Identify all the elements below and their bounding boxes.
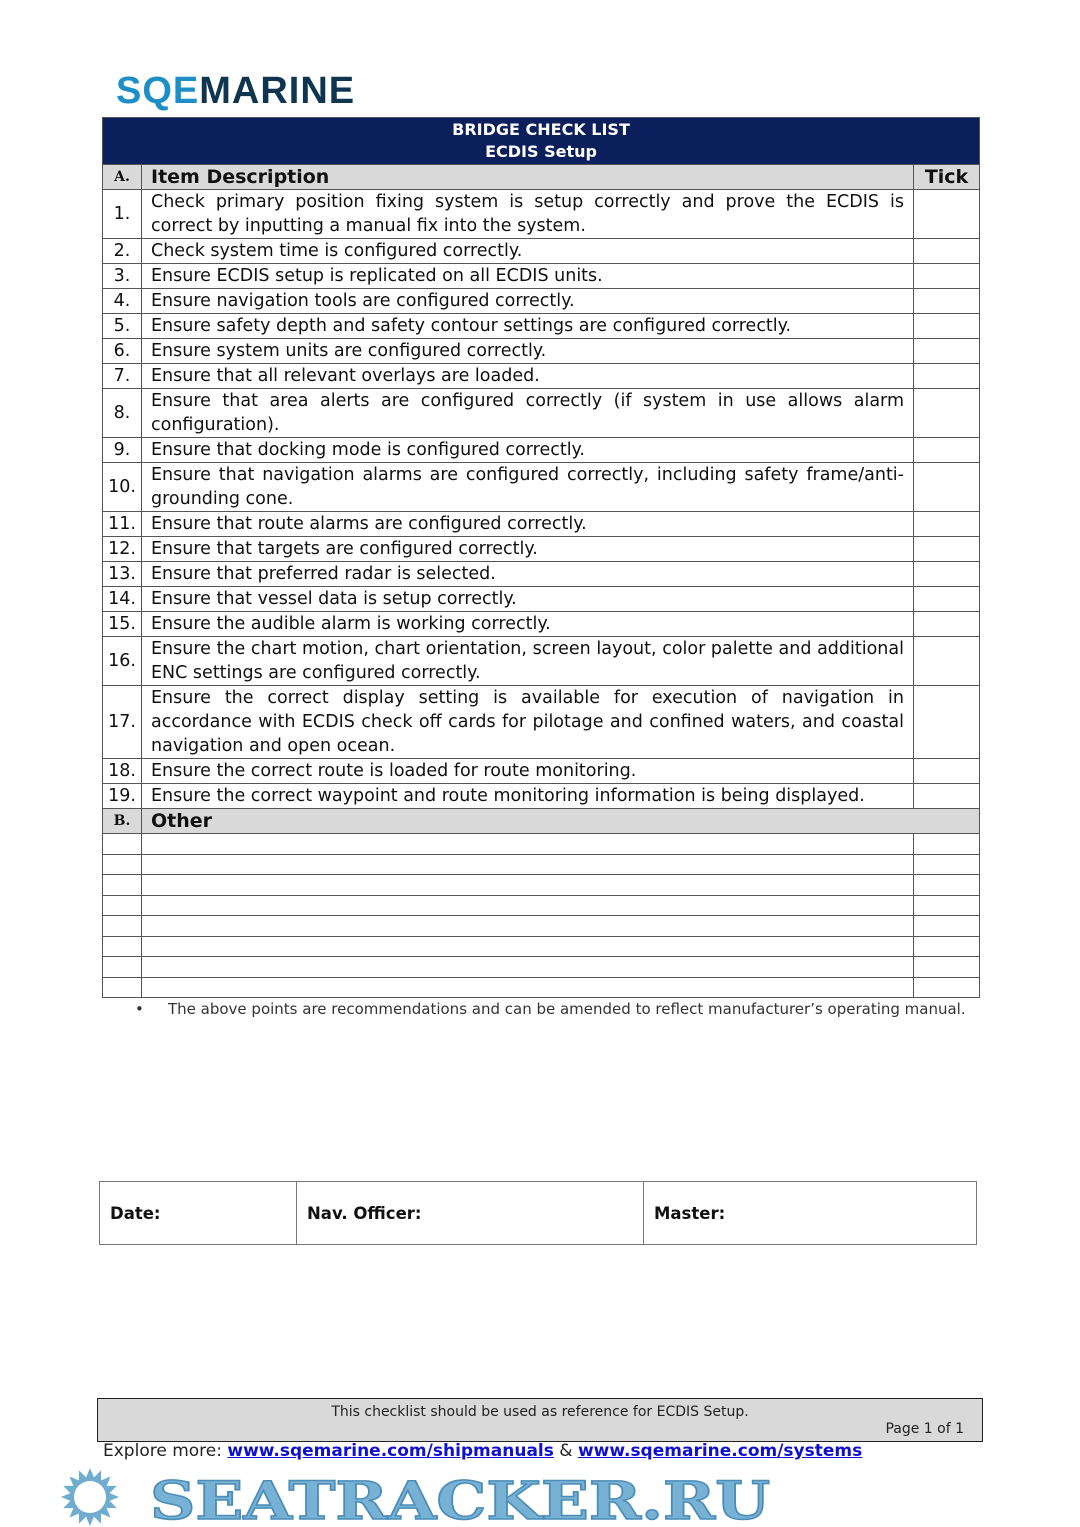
table-row xyxy=(103,637,980,686)
empty-row xyxy=(103,957,980,978)
table-row xyxy=(103,686,980,759)
empty-row xyxy=(103,977,980,998)
other-item-cell[interactable] xyxy=(142,854,914,875)
tick-cell[interactable] xyxy=(914,562,980,587)
tick-cell[interactable] xyxy=(914,686,980,759)
tick-cell[interactable] xyxy=(914,314,980,339)
table-row xyxy=(103,239,980,264)
other-item-cell[interactable] xyxy=(142,834,914,855)
item-description: Ensure system units are configured correctly. xyxy=(142,339,914,364)
item-number: 12. xyxy=(103,537,142,562)
item-description: Ensure the correct waypoint and route monitoring information is being displayed. xyxy=(142,784,914,809)
item-description: Ensure that navigation alarms are configured correctly, including safety frame/anti-grounding cone. xyxy=(142,463,914,512)
item-description: Ensure the correct display setting is available for execution of navigation in accordance with ECDIS check off cards for pilotage and confined waters, and coastal navigation and open ocean. xyxy=(142,686,914,759)
table-row xyxy=(103,612,980,637)
item-number: 18. xyxy=(103,759,142,784)
item-number: 2. xyxy=(103,239,142,264)
tick-cell[interactable] xyxy=(914,854,980,875)
item-description: Ensure the audible alarm is working correctly. xyxy=(142,612,914,637)
checklist-block xyxy=(102,117,979,1018)
item-description: Ensure that targets are configured correctly. xyxy=(142,537,914,562)
item-number: 10. xyxy=(103,463,142,512)
item-number: 19. xyxy=(103,784,142,809)
tick-cell[interactable] xyxy=(914,190,980,239)
item-number: 17. xyxy=(103,686,142,759)
item-number: 9. xyxy=(103,438,142,463)
table-row xyxy=(103,190,980,239)
item-description: Check system time is configured correctly. xyxy=(142,239,914,264)
checklist-subtitle: ECDIS Setup xyxy=(485,142,597,161)
explore-line: Explore more: www.sqemarine.com/shipmanuals & www.sqemarine.com/systems xyxy=(103,1441,863,1461)
empty-row xyxy=(103,854,980,875)
table-row xyxy=(103,463,980,512)
tick-cell[interactable] xyxy=(914,289,980,314)
empty-row xyxy=(103,834,980,855)
table-row xyxy=(103,587,980,612)
other-item-cell[interactable] xyxy=(142,916,914,937)
tick-cell[interactable] xyxy=(914,364,980,389)
tick-cell[interactable] xyxy=(914,784,980,809)
page-number: Page 1 of 1 xyxy=(885,1421,964,1437)
footer-box: This checklist should be used as reference for ECDIS Setup. Page 1 of 1 xyxy=(97,1398,983,1442)
item-number: 6. xyxy=(103,339,142,364)
tick-cell[interactable] xyxy=(914,875,980,896)
item-number: 15. xyxy=(103,612,142,637)
table-row xyxy=(103,364,980,389)
empty-row xyxy=(103,936,980,957)
item-number: 14. xyxy=(103,587,142,612)
tick-cell[interactable] xyxy=(914,834,980,855)
table-row xyxy=(103,289,980,314)
bullet-icon: • xyxy=(135,1000,144,1018)
table-row xyxy=(103,438,980,463)
item-description: Ensure that all relevant overlays are loaded. xyxy=(142,364,914,389)
checklist-title: BRIDGE CHECK LIST xyxy=(452,120,630,139)
item-number: 5. xyxy=(103,314,142,339)
systems-link[interactable]: www.sqemarine.com/systems xyxy=(577,1441,863,1461)
note: • The above points are recommendations and can be amended to reflect manufacturer’s operating manual. xyxy=(135,1000,966,1018)
item-number: 7. xyxy=(103,364,142,389)
other-item-cell[interactable] xyxy=(142,875,914,896)
item-description: Ensure the chart motion, chart orientation, screen layout, color palette and additional ENC settings are configured correctly. xyxy=(142,637,914,686)
table-row xyxy=(103,512,980,537)
table-row xyxy=(103,339,980,364)
sun-center xyxy=(74,1481,106,1513)
date-field[interactable]: Date: xyxy=(100,1182,297,1245)
item-number: 3. xyxy=(103,264,142,289)
tick-cell[interactable] xyxy=(914,612,980,637)
other-item-cell[interactable] xyxy=(142,957,914,978)
table-row xyxy=(103,537,980,562)
tick-cell[interactable] xyxy=(914,587,980,612)
master-field[interactable]: Master: xyxy=(644,1182,977,1245)
item-description: Ensure navigation tools are configured correctly. xyxy=(142,289,914,314)
tick-cell[interactable] xyxy=(914,239,980,264)
table-row xyxy=(103,784,980,809)
other-item-cell[interactable] xyxy=(142,977,914,998)
section-a-header: A. Item Description Tick xyxy=(103,165,980,190)
item-description: Ensure safety depth and safety contour settings are configured correctly. xyxy=(142,314,914,339)
tick-cell[interactable] xyxy=(914,916,980,937)
nav-officer-field[interactable]: Nav. Officer: xyxy=(297,1182,644,1245)
item-description: Check primary position fixing system is setup correctly and prove the ECDIS is correct by inputting a manual fix into the system. xyxy=(142,190,914,239)
item-description: Ensure the correct route is loaded for route monitoring. xyxy=(142,759,914,784)
tick-cell[interactable] xyxy=(914,463,980,512)
tick-cell[interactable] xyxy=(914,438,980,463)
table-row xyxy=(103,562,980,587)
table-row xyxy=(103,389,980,438)
item-number: 1. xyxy=(103,190,142,239)
seatracker-watermark xyxy=(0,1467,1080,1527)
other-item-cell[interactable] xyxy=(142,895,914,916)
watermark-text: SEATRACKER.RU xyxy=(150,1471,770,1527)
shipmanuals-link[interactable]: www.sqemarine.com/shipmanuals xyxy=(227,1441,554,1461)
item-number: 4. xyxy=(103,289,142,314)
item-description: Ensure that vessel data is setup correctly. xyxy=(142,587,914,612)
tick-cell[interactable] xyxy=(914,264,980,289)
item-number: 16. xyxy=(103,637,142,686)
item-number: 13. xyxy=(103,562,142,587)
tick-cell[interactable] xyxy=(914,339,980,364)
checklist-header xyxy=(103,118,980,165)
table-row xyxy=(103,759,980,784)
tick-cell[interactable] xyxy=(914,637,980,686)
tick-cell[interactable] xyxy=(914,512,980,537)
item-description: Ensure ECDIS setup is replicated on all ECDIS units. xyxy=(142,264,914,289)
tick-cell[interactable] xyxy=(914,759,980,784)
table-row xyxy=(103,264,980,289)
tick-cell[interactable] xyxy=(914,977,980,998)
empty-row xyxy=(103,875,980,896)
other-item-cell[interactable] xyxy=(142,936,914,957)
empty-row xyxy=(103,895,980,916)
table-row xyxy=(103,314,980,339)
tick-cell[interactable] xyxy=(914,389,980,438)
tick-cell[interactable] xyxy=(914,957,980,978)
tick-cell[interactable] xyxy=(914,537,980,562)
tick-cell[interactable] xyxy=(914,895,980,916)
item-number: 11. xyxy=(103,512,142,537)
section-b-header: B. Other xyxy=(103,809,980,834)
empty-row xyxy=(103,916,980,937)
item-description: Ensure that route alarms are configured correctly. xyxy=(142,512,914,537)
item-description: Ensure that preferred radar is selected. xyxy=(142,562,914,587)
item-description: Ensure that docking mode is configured correctly. xyxy=(142,438,914,463)
item-description: Ensure that area alerts are configured correctly (if system in use allows alarm configuration). xyxy=(142,389,914,438)
signature-table xyxy=(99,1181,977,1245)
tick-cell[interactable] xyxy=(914,936,980,957)
item-number: 8. xyxy=(103,389,142,438)
sqemarine-logo: SQEMARINE xyxy=(116,70,356,112)
sun-icon xyxy=(61,1468,119,1526)
checklist-table xyxy=(102,117,980,998)
